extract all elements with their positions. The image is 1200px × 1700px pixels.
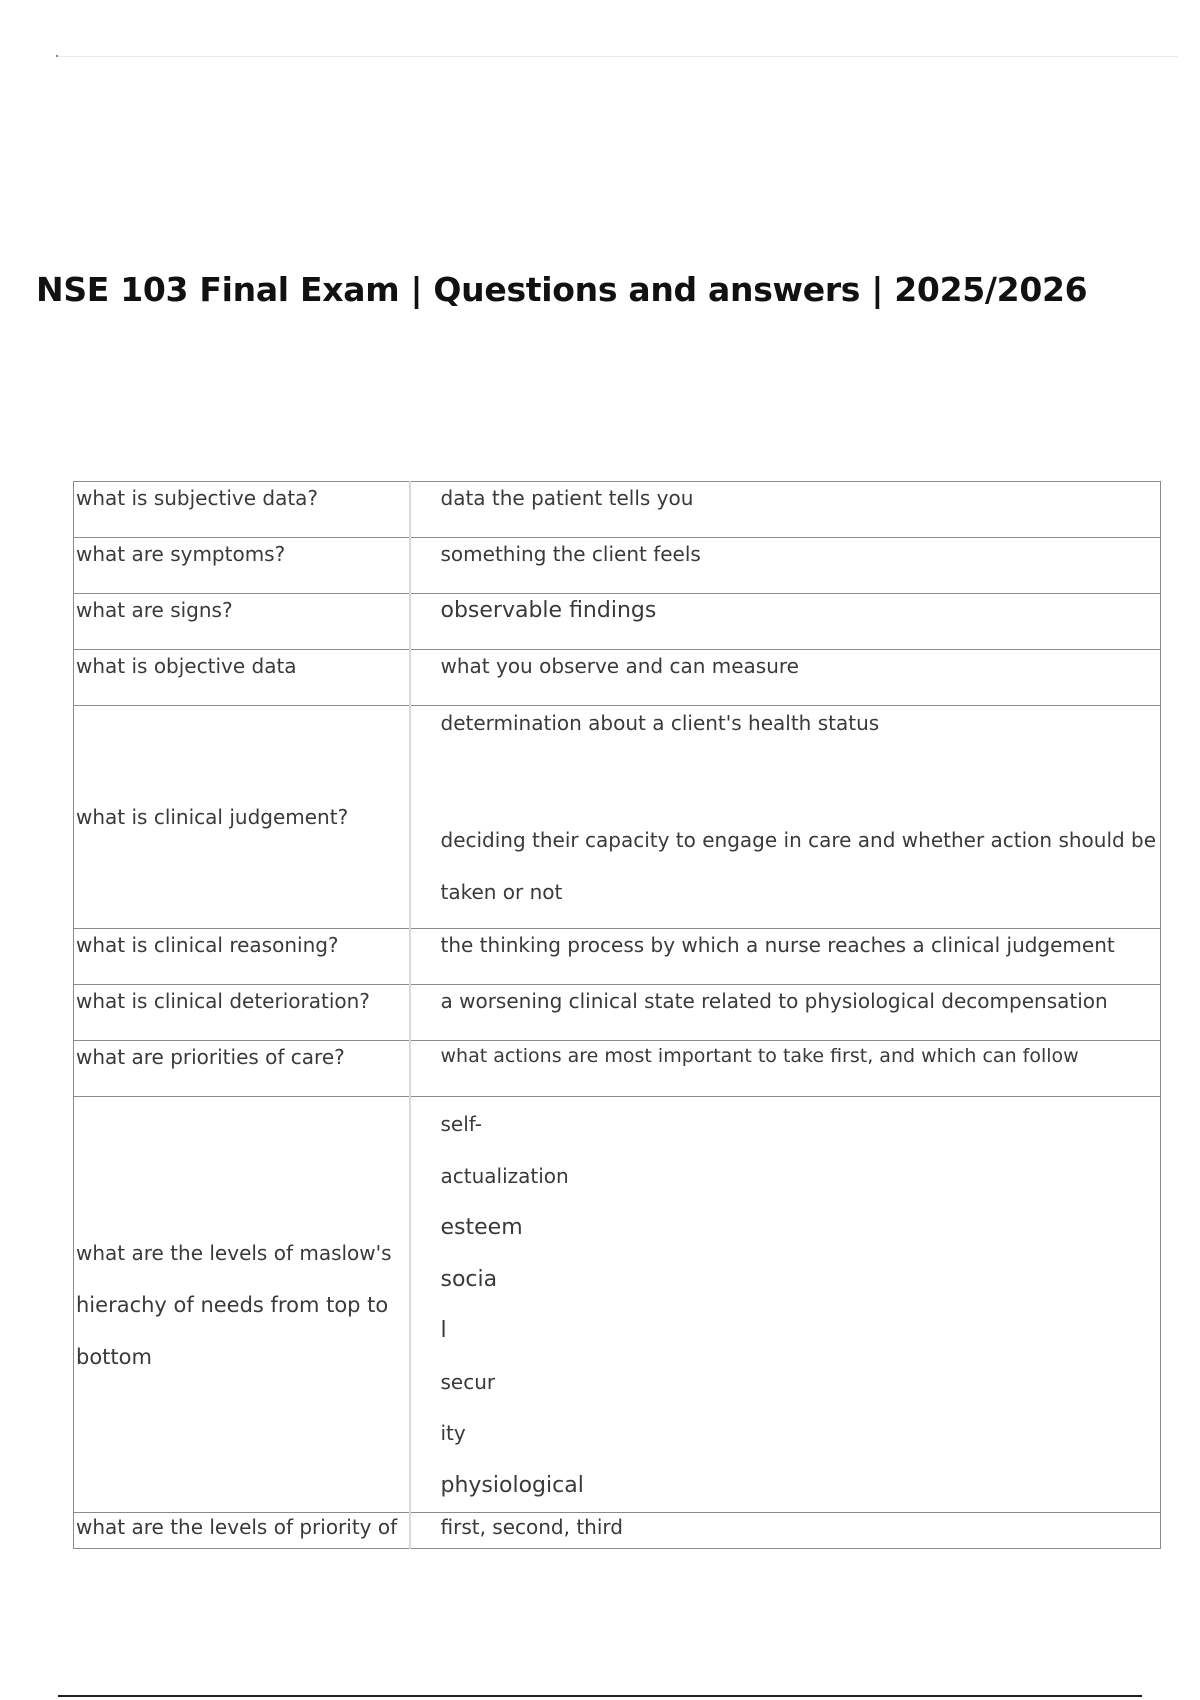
question-cell bbox=[74, 1041, 410, 1097]
answer-cell bbox=[410, 1513, 1161, 1549]
answer-line: deciding their capacity to engage in care and whether action should be bbox=[440, 828, 1157, 852]
question-cell bbox=[74, 650, 410, 706]
answer-cell bbox=[410, 594, 1161, 650]
qa-row bbox=[74, 1097, 1161, 1513]
answer-line: ity bbox=[440, 1421, 466, 1445]
page-bottom-rule bbox=[58, 1695, 1142, 1697]
question-text: what is subjective data? bbox=[76, 486, 319, 510]
question-cell bbox=[74, 929, 410, 985]
question-text: what are priorities of care? bbox=[76, 1045, 345, 1069]
qa-row bbox=[74, 706, 1161, 929]
answer-text: what actions are most important to take first, and which can follow bbox=[440, 1045, 1079, 1067]
question-cell bbox=[74, 482, 410, 538]
answer-cell bbox=[410, 706, 1161, 929]
answer-line: taken or not bbox=[440, 880, 563, 904]
question-cell bbox=[74, 594, 410, 650]
question-text: what is clinical reasoning? bbox=[76, 933, 339, 957]
document-title: NSE 103 Final Exam | Questions and answers | 2025/2026 bbox=[36, 270, 1088, 309]
qa-row bbox=[74, 929, 1161, 985]
question-text: what is clinical judgement? bbox=[76, 805, 349, 829]
answer-text: something the client feels bbox=[440, 542, 701, 566]
answer-cell bbox=[410, 538, 1161, 594]
qa-row bbox=[74, 1513, 1161, 1549]
answer-text: data the patient tells you bbox=[440, 486, 694, 510]
qa-row bbox=[74, 1041, 1161, 1097]
answer-text-block bbox=[441, 1097, 1161, 1511]
answer-line: esteem bbox=[440, 1215, 523, 1240]
answer-text: the thinking process by which a nurse reaches a clinical judgement bbox=[440, 933, 1115, 957]
answer-line: determination about a client's health status bbox=[440, 711, 880, 735]
question-text: what are the levels of priority of bbox=[76, 1515, 398, 1539]
qa-row bbox=[74, 482, 1161, 538]
answer-cell bbox=[410, 985, 1161, 1041]
answer-line: physiological bbox=[440, 1472, 584, 1498]
answer-text: observable findings bbox=[440, 598, 657, 623]
question-cell bbox=[74, 706, 410, 929]
answer-text: first, second, third bbox=[440, 1515, 623, 1539]
question-text: what are signs? bbox=[76, 598, 233, 622]
question-text-block bbox=[76, 1227, 409, 1383]
answer-line: self- bbox=[440, 1112, 482, 1136]
answer-cell bbox=[410, 1041, 1161, 1097]
answer-line: l bbox=[440, 1318, 447, 1343]
question-cell bbox=[74, 985, 410, 1041]
answer-cell bbox=[410, 1097, 1161, 1513]
answer-line: actualization bbox=[440, 1163, 569, 1188]
qa-row bbox=[74, 985, 1161, 1041]
answer-text: what you observe and can measure bbox=[440, 654, 799, 678]
answer-text: a worsening clinical state related to physiological decompensation bbox=[440, 989, 1108, 1013]
question-cell bbox=[74, 538, 410, 594]
qa-row bbox=[74, 594, 1161, 650]
question-text: what are symptoms? bbox=[76, 542, 286, 566]
question-text: what is objective data bbox=[76, 654, 297, 678]
qa-row bbox=[74, 650, 1161, 706]
answer-line: socia bbox=[440, 1266, 498, 1292]
question-cell bbox=[74, 1513, 410, 1549]
answer-line: secur bbox=[440, 1369, 496, 1394]
answer-cell bbox=[410, 929, 1161, 985]
answer-cell bbox=[410, 482, 1161, 538]
question-line: what are the levels of maslow's bbox=[76, 1240, 392, 1265]
qa-table bbox=[73, 481, 1161, 1549]
question-cell bbox=[74, 1097, 410, 1513]
question-line: hierachy of needs from top to bbox=[76, 1292, 389, 1317]
qa-row bbox=[74, 538, 1161, 594]
page-top-rule bbox=[58, 56, 1178, 57]
question-text: what is clinical deterioration? bbox=[76, 989, 370, 1013]
question-line: bottom bbox=[76, 1344, 152, 1369]
answer-cell bbox=[410, 650, 1161, 706]
